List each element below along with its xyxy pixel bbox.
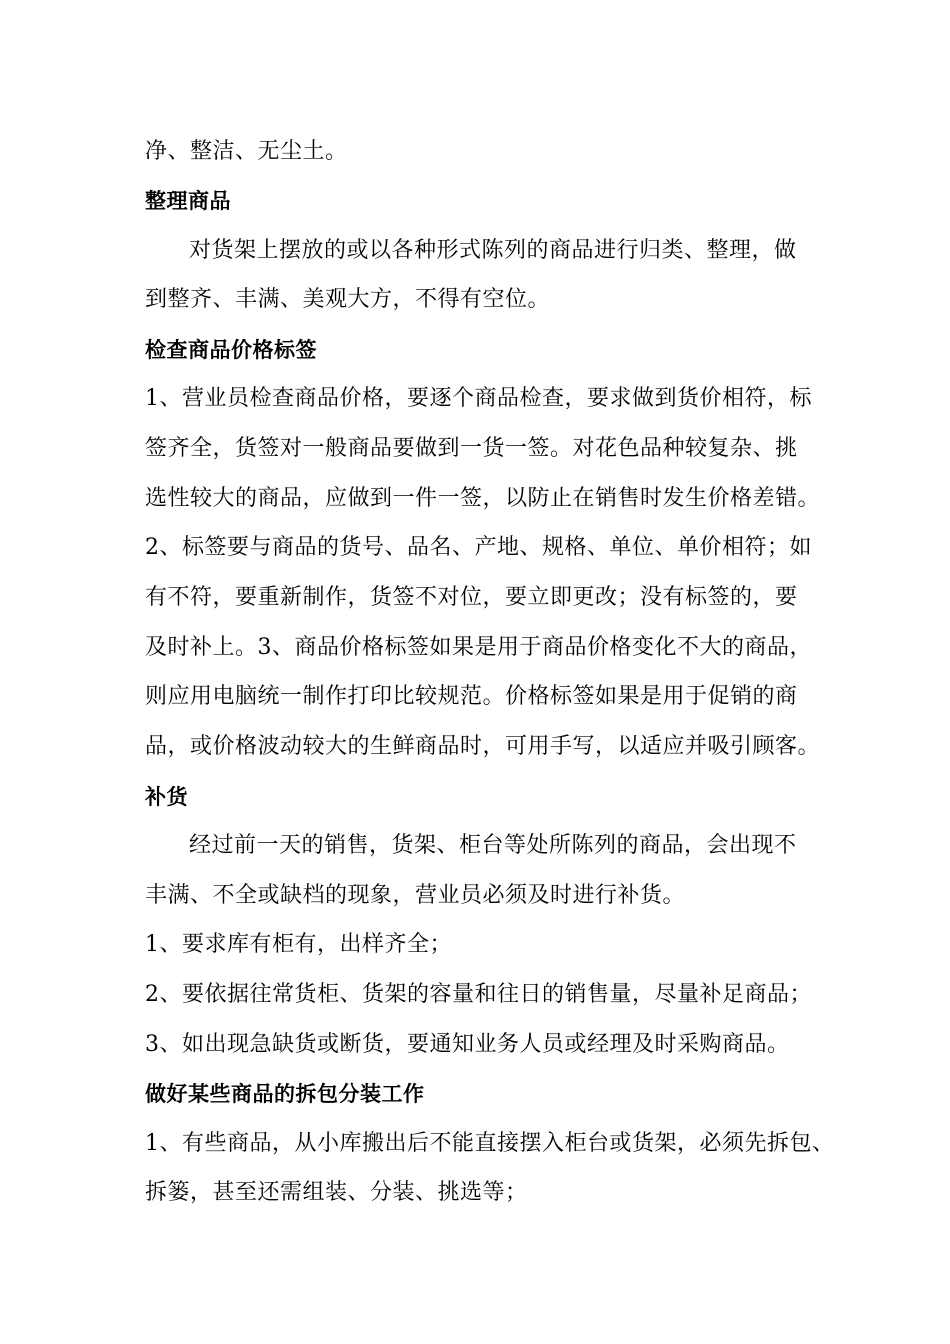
section-heading-organize-goods: 整理商品 bbox=[145, 189, 231, 213]
paragraph-line: 1、有些商品，从小库搬出后不能直接摆入柜台或货架，必须先拆包、 bbox=[145, 1131, 835, 1156]
paragraph-line: 签齐全，货签对一般商品要做到一货一签。对花色品种较复杂、挑 bbox=[145, 436, 798, 461]
paragraph-line: 到整齐、丰满、美观大方，不得有空位。 bbox=[145, 287, 551, 312]
paragraph-line: 2、标签要与商品的货号、品名、产地、规格、单位、单价相符；如 bbox=[145, 535, 812, 560]
paragraph-line: 品，或价格波动较大的生鲜商品时，可用手写，以适应并吸引顾客。 bbox=[145, 734, 821, 759]
paragraph-line: 拆篓，甚至还需组装、分装、挑选等； bbox=[145, 1180, 528, 1205]
section-heading-restock: 补货 bbox=[145, 785, 188, 809]
paragraph-line: 对货架上摆放的或以各种形式陈列的商品进行归类、整理，做 bbox=[189, 238, 797, 263]
paragraph-line: 1、要求库有柜有，出样齐全； bbox=[145, 932, 452, 957]
paragraph-line: 1、营业员检查商品价格，要逐个商品检查，要求做到货价相符，标 bbox=[145, 386, 812, 411]
paragraph-line: 有不符，要重新制作，货签不对位，要立即更改；没有标签的，要 bbox=[145, 585, 798, 610]
paragraph-line: 及时补上。3、商品价格标签如果是用于商品价格变化不大的商品， bbox=[145, 635, 812, 660]
paragraph-line: 净、整洁、无尘土。 bbox=[145, 139, 348, 164]
section-heading-unpacking: 做好某些商品的拆包分装工作 bbox=[145, 1082, 425, 1106]
paragraph-line: 2、要依据往常货柜、货架的容量和往日的销售量，尽量补足商品； bbox=[145, 982, 812, 1007]
paragraph-line: 丰满、不全或缺档的现象，营业员必须及时进行补货。 bbox=[145, 883, 686, 908]
paragraph-line: 3、如出现急缺货或断货，要通知业务人员或经理及时采购商品。 bbox=[145, 1032, 790, 1057]
paragraph-line: 则应用电脑统一制作打印比较规范。价格标签如果是用于促销的商 bbox=[145, 684, 798, 709]
paragraph-line: 经过前一天的销售，货架、柜台等处所陈列的商品，会出现不 bbox=[189, 833, 797, 858]
section-heading-price-labels: 检查商品价格标签 bbox=[145, 338, 317, 362]
paragraph-line: 选性较大的商品，应做到一件一签，以防止在销售时发生价格差错。 bbox=[145, 486, 821, 511]
